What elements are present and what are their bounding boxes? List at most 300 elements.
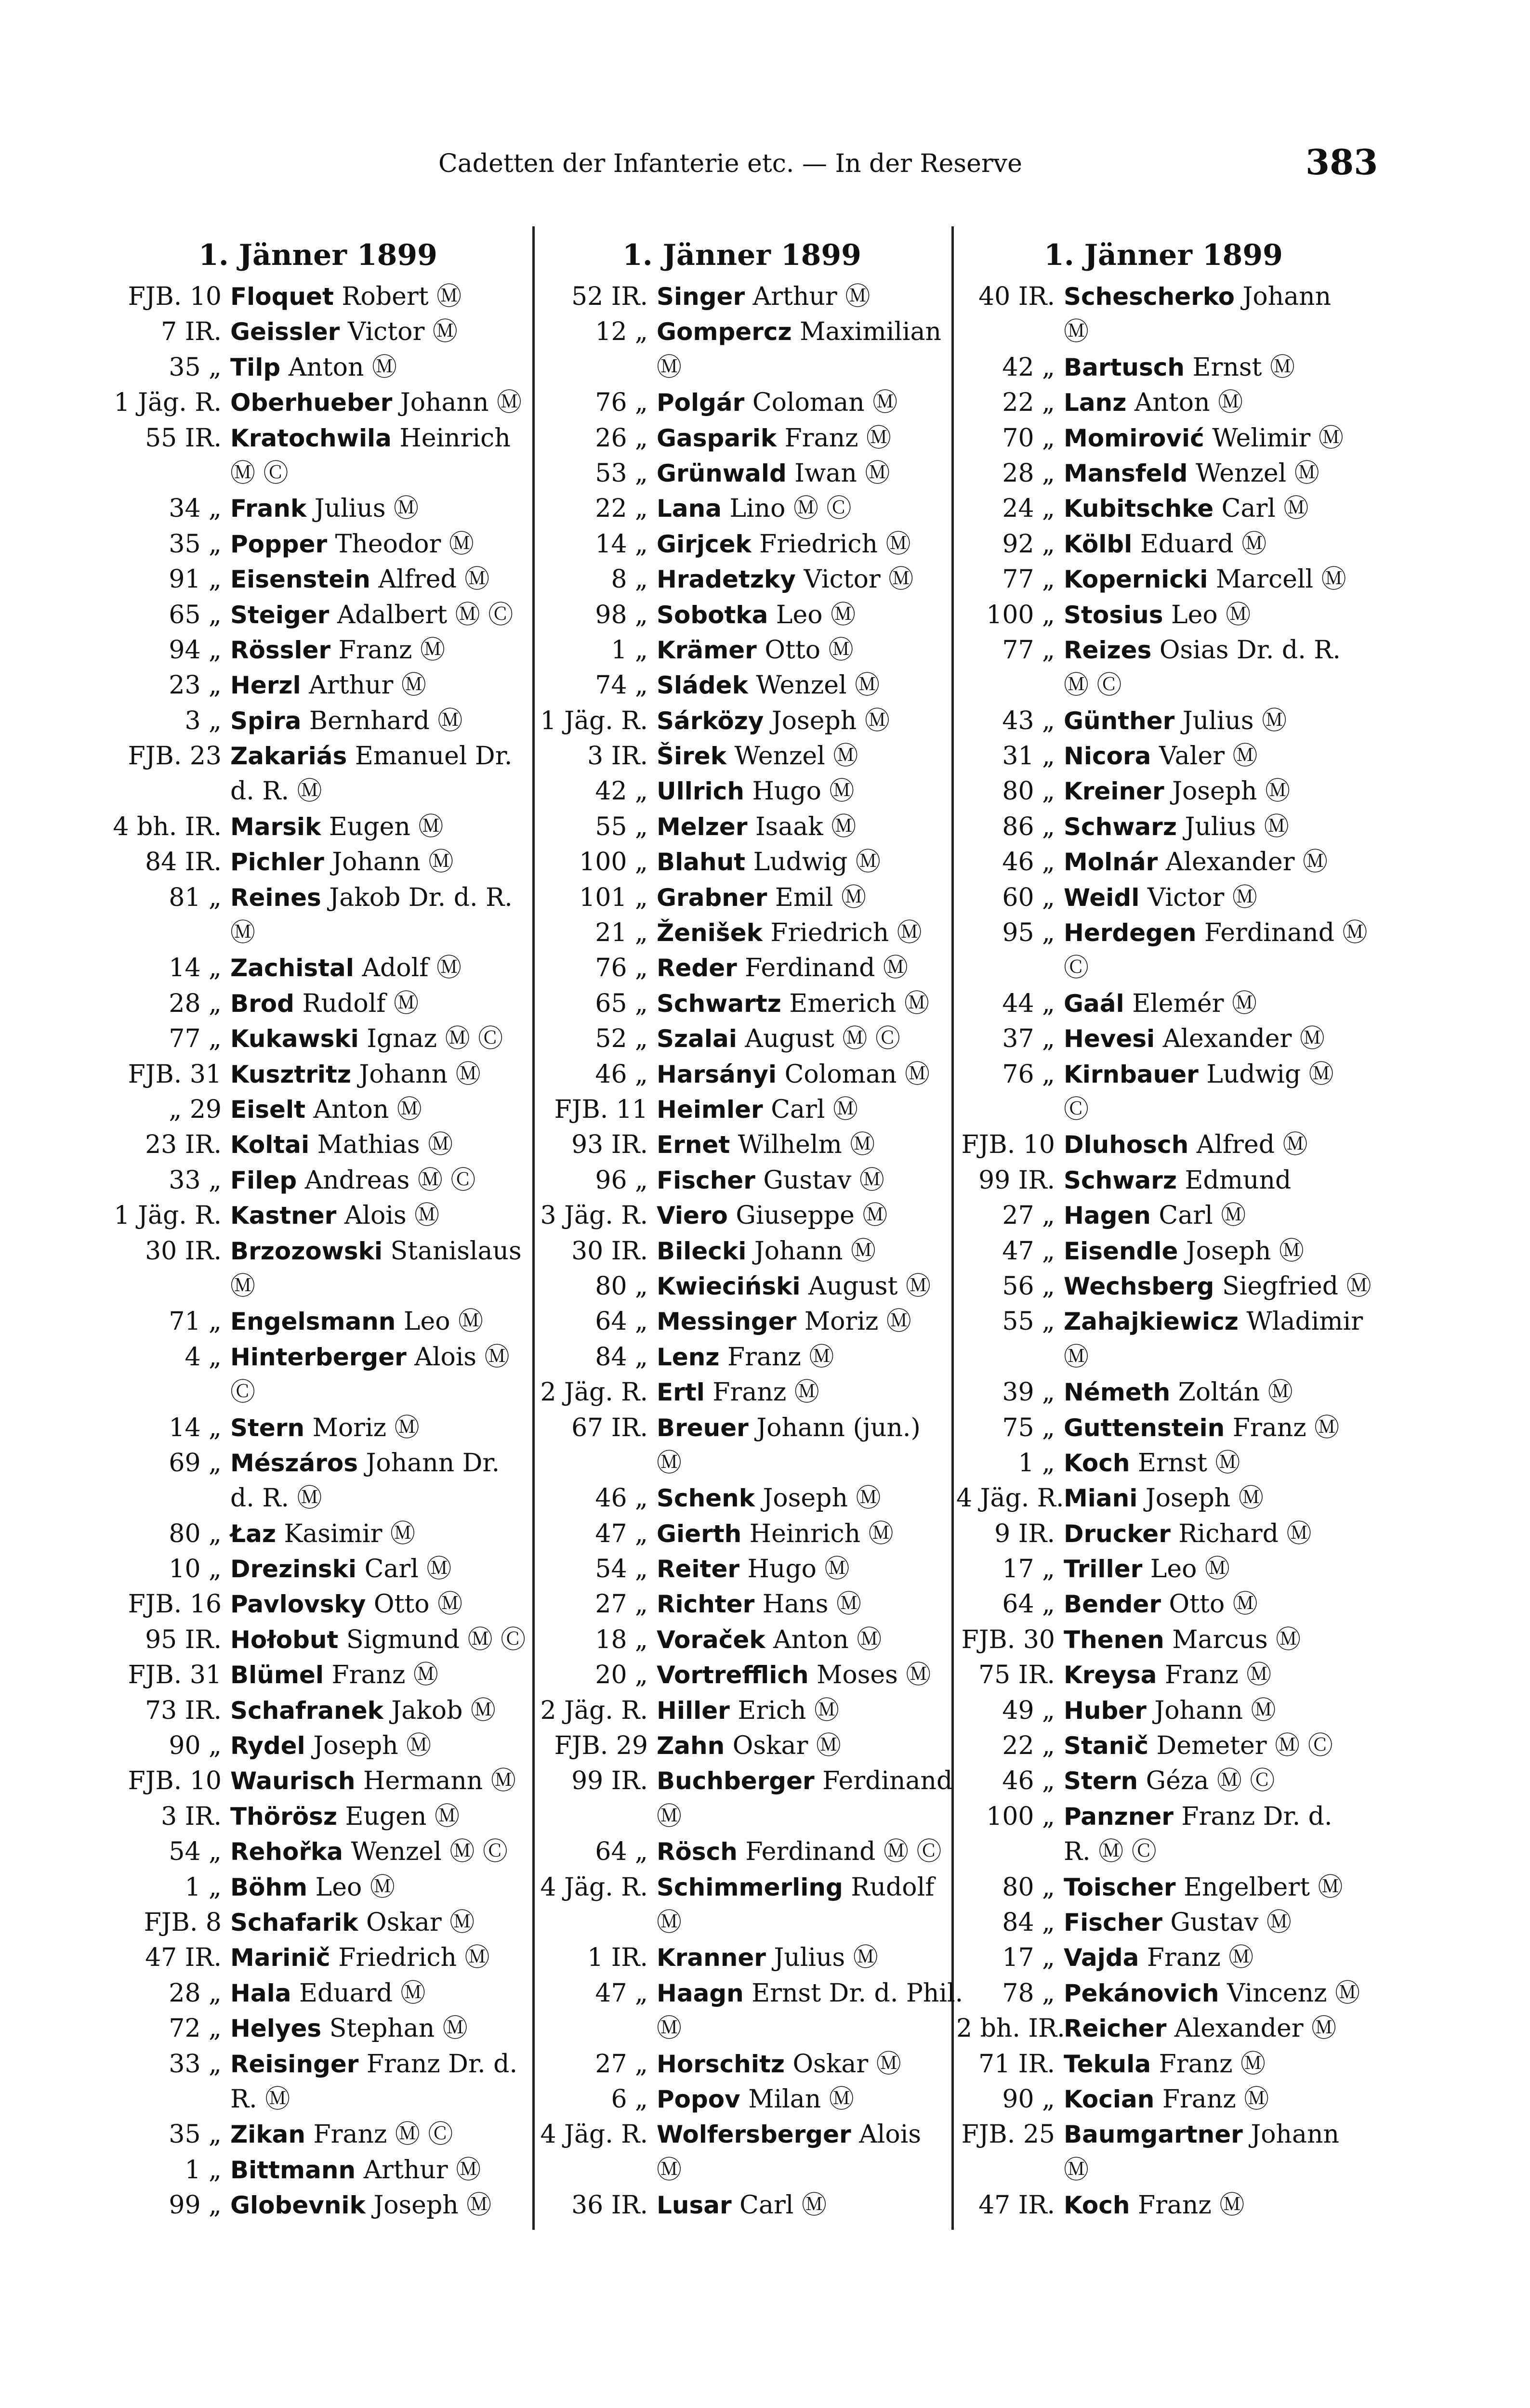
cadet-entry-text	[1064, 598, 1251, 633]
surname: Kukawski	[230, 1025, 359, 1053]
cadet-entry-text	[1064, 279, 1331, 314]
given-name-and-marks: Coloman Ⓜ	[744, 388, 898, 418]
roster-entry	[537, 633, 947, 668]
given-name-and-marks: Hermann Ⓜ	[355, 1767, 516, 1796]
regiment-label: 1 „	[185, 2155, 222, 2185]
surname: Zachistal	[230, 954, 354, 982]
roster-entry	[956, 633, 1371, 668]
roster-entry	[956, 1375, 1371, 1410]
given-name-and-marks: Anton Ⓜ	[305, 1095, 422, 1124]
surname: Lenz	[657, 1343, 720, 1371]
roster-entry	[537, 810, 947, 845]
roster-entry	[111, 1940, 525, 1976]
cadet-entry-text	[1064, 562, 1346, 597]
regiment-label: 55 „	[1002, 1307, 1055, 1336]
cadet-entry-text	[1064, 1587, 1258, 1622]
surname: Kreiner	[1064, 777, 1164, 806]
roster-entry	[537, 1411, 947, 1446]
cadet-entry-text	[230, 1304, 483, 1339]
surname: Koltai	[230, 1131, 310, 1159]
regiment-label: 69 „	[169, 1448, 222, 1478]
given-name-and-marks: Otto Ⓜ	[756, 635, 854, 665]
given-name-and-marks: Erich Ⓜ	[729, 1696, 839, 1725]
regiment-label: 12 „	[595, 317, 648, 347]
roster-entry	[111, 314, 525, 350]
roster-entry	[956, 951, 1371, 986]
given-name-and-marks: Jakob Ⓜ	[383, 1696, 496, 1725]
cadet-entry-text	[230, 1375, 255, 1410]
surname: Gaál	[1064, 989, 1124, 1018]
cadet-entry-text	[230, 527, 474, 562]
cadet-entry-text	[657, 1658, 931, 1693]
given-name-and-marks: Alois Ⓜ	[406, 1342, 510, 1372]
cadet-entry-text	[1064, 491, 1308, 526]
roster-entry	[956, 562, 1371, 597]
roster-entry	[956, 1587, 1371, 1622]
regiment-label: 2 Jäg. R.	[540, 1378, 648, 1407]
surname: Filep	[230, 1166, 297, 1194]
cadet-entry-text	[1064, 350, 1295, 385]
surname: Bittmann	[230, 2156, 356, 2184]
given-name-and-marks: Franz Ⓜ	[1151, 2049, 1266, 2079]
roster-entry	[111, 1198, 525, 1233]
given-name-and-marks: Friedrich Ⓜ	[762, 918, 922, 948]
roster-entry	[537, 456, 947, 491]
cadet-entry-text	[230, 385, 522, 420]
given-name-and-marks: Leo Ⓜ	[307, 1872, 395, 1902]
cadet-entry-text	[657, 1092, 858, 1127]
regiment-label: 95 IR.	[145, 1625, 222, 1654]
regiment-label: 33 „	[169, 2049, 222, 2079]
roster-entry	[111, 385, 525, 420]
column-heading: 1. Jänner 1899	[1044, 238, 1283, 272]
given-name-and-marks: Demeter Ⓜ Ⓒ	[1148, 1731, 1333, 1761]
surname: Hiller	[657, 1696, 730, 1725]
cadet-entry-text	[657, 456, 890, 491]
surname: Harsányi	[657, 1060, 777, 1088]
surname: Geissler	[230, 318, 340, 346]
regiment-label: 40 IR.	[978, 282, 1055, 311]
given-name-and-marks: Ⓜ Ⓒ	[230, 458, 289, 488]
surname: Günther	[1064, 707, 1175, 735]
regiment-label: 84 „	[595, 1342, 648, 1372]
cadet-entry-text	[657, 1587, 861, 1622]
surname: Stosius	[1064, 601, 1163, 629]
regiment-label: 28 „	[169, 1978, 222, 2008]
given-name-and-marks: Ⓜ	[1064, 2155, 1089, 2185]
cadet-entry-text	[657, 1940, 878, 1976]
given-name-and-marks: Ernst Ⓜ	[1130, 1448, 1240, 1478]
cadet-entry-text	[657, 1728, 841, 1764]
regiment-label: 47 „	[595, 1519, 648, 1548]
surname: Nicora	[1064, 742, 1151, 771]
given-name-and-marks: Alexander Ⓜ	[1158, 848, 1328, 877]
roster-entry	[111, 1340, 525, 1375]
given-name-and-marks: Alexander Ⓜ	[1155, 1024, 1325, 1054]
roster-entry	[537, 1905, 947, 1940]
given-name-and-marks: d. R. Ⓜ	[230, 1484, 322, 1513]
roster-entry	[111, 1658, 525, 1693]
roster-entry	[537, 1940, 947, 1976]
regiment-label: 14 „	[169, 954, 222, 983]
roster-entry	[537, 1481, 947, 1516]
cadet-entry-text	[657, 2047, 901, 2082]
given-name-and-marks: Anton Ⓜ	[1126, 388, 1243, 418]
page-header	[0, 140, 1530, 193]
surname: Pekánovich	[1064, 1979, 1219, 2007]
cadet-entry-text	[1064, 739, 1257, 774]
given-name-and-marks: Lino Ⓜ Ⓒ	[721, 494, 852, 523]
roster-entry	[956, 1411, 1371, 1446]
roster-entry	[537, 2153, 947, 2188]
surname: Schafranek	[230, 1696, 383, 1725]
given-name-and-marks: Ⓜ	[230, 1271, 256, 1301]
given-name-and-marks: Ⓒ	[230, 1378, 256, 1407]
surname: Hradetzky	[657, 565, 796, 594]
roster-entry	[111, 1799, 525, 1834]
cadet-entry-text	[230, 1092, 422, 1127]
roster-entry	[956, 1092, 1371, 1127]
cadet-entry-text	[1064, 2117, 1339, 2152]
surname: Steiger	[230, 601, 330, 629]
surname: Zikan	[230, 2120, 305, 2149]
surname: Rösch	[657, 1838, 738, 1866]
cadet-entry-text	[657, 1799, 682, 1834]
roster-entry	[111, 1127, 525, 1163]
roster-entry	[111, 279, 525, 314]
roster-entry	[111, 986, 525, 1021]
cadet-entry-text	[1064, 1446, 1240, 1481]
roster-entry	[111, 1623, 525, 1658]
regiment-label: 23 „	[169, 671, 222, 700]
cadet-entry-text	[230, 2047, 517, 2082]
regiment-label: 39 „	[1002, 1378, 1055, 1407]
given-name-and-marks: Johann Ⓜ	[1146, 1696, 1276, 1725]
given-name-and-marks: Franz Ⓜ	[1157, 1661, 1272, 1690]
regiment-label: „ 29	[169, 1095, 222, 1124]
given-name-and-marks: Osias Dr. d. R.	[1151, 635, 1341, 665]
cadet-entry-text	[230, 2117, 453, 2152]
given-name-and-marks: Kasimir Ⓜ	[276, 1519, 415, 1548]
cadet-entry-text	[230, 1127, 453, 1163]
cadet-entry-text	[657, 1163, 884, 1198]
cadet-entry-text	[230, 1870, 395, 1905]
given-name-and-marks: Hugo Ⓜ	[744, 777, 855, 806]
given-name-and-marks: Gustav Ⓜ	[755, 1165, 884, 1195]
cadet-entry-text	[1064, 1198, 1246, 1233]
roster-entry	[956, 1834, 1371, 1870]
regiment-label: 53 „	[595, 458, 648, 488]
given-name-and-marks: Carl Ⓜ	[1150, 1201, 1246, 1230]
given-name-and-marks: Alois	[851, 2120, 922, 2149]
roster-entry	[956, 385, 1371, 420]
roster-entry	[537, 1834, 947, 1870]
surname: Hinterberger	[230, 1343, 407, 1371]
given-name-and-marks: Otto Ⓜ	[366, 1590, 463, 1619]
regiment-label: 1 IR.	[587, 1943, 648, 1973]
roster-entry	[537, 880, 947, 916]
regiment-label: 1 Jäg. R.	[540, 706, 648, 735]
cadet-entry-text	[657, 1481, 881, 1516]
roster-entry	[956, 1870, 1371, 1905]
cadet-entry-text	[657, 1870, 934, 1905]
surname: Wolfersberger	[657, 2120, 851, 2149]
given-name-and-marks: Elemér Ⓜ	[1124, 989, 1257, 1018]
regiment-label: 100 „	[579, 848, 648, 877]
surname: Drucker	[1064, 1519, 1171, 1548]
cadet-entry-text	[1064, 810, 1289, 845]
cadet-entry-text	[1064, 986, 1257, 1021]
cadet-entry-text	[1064, 845, 1328, 880]
regiment-label: 64 „	[595, 1307, 648, 1336]
regiment-label: 47 „	[595, 1978, 648, 2008]
surname: Kwieciński	[657, 1272, 801, 1300]
regiment-label: 35 „	[169, 353, 222, 382]
given-name-and-marks: Joseph Ⓜ	[365, 2191, 492, 2220]
roster-entry	[111, 1481, 525, 1516]
given-name-and-marks: Ⓜ	[1064, 317, 1089, 347]
given-name-and-marks: Emanuel Dr.	[347, 742, 513, 771]
regiment-label: 80 „	[1002, 1872, 1055, 1902]
given-name-and-marks: Victor Ⓜ	[795, 565, 914, 594]
roster-entry	[537, 1764, 953, 1799]
given-name-and-marks: Leo Ⓜ	[768, 600, 856, 629]
cadet-entry-text	[230, 1163, 475, 1198]
given-name-and-marks: Carl Ⓜ	[763, 1095, 858, 1124]
cadet-entry-text	[230, 845, 453, 880]
cadet-entry-text	[657, 1905, 682, 1940]
roster-entry	[111, 421, 525, 456]
surname: Blümel	[230, 1661, 324, 1689]
regiment-label: 28 „	[1002, 458, 1055, 488]
surname: Reder	[657, 954, 737, 982]
cadet-entry-text	[230, 2153, 481, 2188]
cadet-entry-text	[657, 810, 856, 845]
given-name-and-marks: Eugen Ⓜ	[321, 812, 444, 841]
surname: Eisendle	[1064, 1237, 1178, 1265]
roster-entry	[537, 2082, 947, 2117]
regiment-label: 52 IR.	[571, 282, 648, 311]
cadet-entry-text	[230, 1552, 451, 1587]
cadet-entry-text	[657, 1304, 911, 1339]
roster-entry	[956, 1234, 1371, 1269]
regiment-label: 95 „	[1002, 918, 1055, 948]
cadet-entry-text	[230, 1658, 438, 1693]
cadet-entry-text	[230, 633, 445, 668]
surname: Fischer	[1064, 1908, 1162, 1937]
roster-entry	[956, 1481, 1371, 1516]
roster-entry	[537, 951, 947, 986]
given-name-and-marks: Giuseppe Ⓜ	[727, 1201, 888, 1230]
cadet-entry-text	[230, 1481, 322, 1516]
cadet-entry-text	[657, 1021, 900, 1057]
roster-entry	[111, 1870, 525, 1905]
roster-entry	[111, 1057, 525, 1092]
cadet-entry-text	[657, 1976, 963, 2011]
surname: Ullrich	[657, 777, 744, 806]
regiment-label: 24 „	[1002, 494, 1055, 523]
surname: Kölbl	[1064, 530, 1133, 558]
given-name-and-marks: Géza Ⓜ Ⓒ	[1138, 1767, 1275, 1796]
cadet-entry-text	[1064, 951, 1089, 986]
surname: Reizes	[1064, 636, 1152, 664]
surname: Drezinski	[230, 1555, 357, 1584]
given-name-and-marks: Johann	[1234, 282, 1332, 311]
cadet-entry-text	[1064, 1481, 1264, 1516]
surname: Rydel	[230, 1732, 305, 1760]
given-name-and-marks: Julius Ⓜ	[1176, 812, 1289, 841]
surname: Schimmerling	[657, 1873, 843, 1901]
cadet-entry-text	[1064, 880, 1257, 916]
cadet-entry-text	[230, 774, 322, 809]
roster-entry	[537, 2011, 947, 2046]
regiment-label: 3 IR.	[587, 742, 648, 771]
cadet-entry-text	[230, 986, 419, 1021]
regiment-label: 84 IR.	[145, 848, 222, 877]
regiment-label: FJB. 30	[961, 1625, 1055, 1654]
given-name-and-marks: Richard Ⓜ	[1170, 1519, 1312, 1548]
given-name-and-marks: Leo Ⓜ	[396, 1307, 484, 1336]
roster-entry	[956, 1304, 1371, 1339]
roster-entry	[956, 350, 1371, 385]
given-name-and-marks: Ⓒ	[1064, 954, 1089, 983]
roster-entry	[956, 1940, 1371, 1976]
regiment-label: 2 Jäg. R.	[540, 1696, 648, 1725]
regiment-label: 26 „	[595, 423, 648, 453]
surname: Szalai	[657, 1025, 737, 1053]
regiment-label: 77 „	[1002, 565, 1055, 594]
regiment-label: 76 „	[1002, 1060, 1055, 1089]
surname: Brod	[230, 989, 294, 1018]
roster-entry	[537, 1552, 947, 1587]
regiment-label: 42 „	[595, 777, 648, 806]
regiment-label: 2 bh. IR.	[956, 2014, 1065, 2043]
roster-column-3	[956, 231, 1371, 2223]
surname: Floquet	[230, 283, 334, 311]
roster-entry	[537, 1057, 947, 1092]
given-name-and-marks: Leo Ⓜ	[1163, 600, 1251, 629]
given-name-and-marks: Franz Dr. d.	[358, 2049, 518, 2079]
surname: Łaz	[230, 1519, 276, 1548]
cadet-entry-text	[657, 739, 858, 774]
roster-entry	[111, 562, 525, 597]
regiment-label: 3 „	[185, 706, 222, 735]
given-name-and-marks: Arthur Ⓜ	[356, 2155, 481, 2185]
regiment-label: FJB. 31	[128, 1661, 222, 1690]
surname: Pavlovsky	[230, 1590, 366, 1619]
roster-entry	[537, 562, 947, 597]
surname: Waurisch	[230, 1767, 356, 1795]
given-name-and-marks: Ⓒ	[1064, 1095, 1089, 1124]
cadet-entry-text	[1064, 633, 1341, 668]
cadet-entry-text	[657, 385, 897, 420]
surname: Hagen	[1064, 1202, 1151, 1230]
surname: Tilp	[230, 353, 281, 381]
cadet-entry-text	[1064, 668, 1122, 703]
regiment-label: FJB. 10	[128, 1767, 222, 1796]
regiment-label: 43 „	[1002, 706, 1055, 735]
regiment-label: 1 Jäg. R.	[114, 388, 222, 418]
regiment-label: 99 IR.	[978, 1165, 1055, 1195]
given-name-and-marks: Zoltán Ⓜ	[1170, 1378, 1293, 1407]
roster-entry	[956, 1905, 1371, 1940]
regiment-label: 67 IR.	[571, 1413, 648, 1442]
given-name-and-marks: Hugo Ⓜ	[739, 1555, 850, 1584]
regiment-label: FJB. 31	[128, 1060, 222, 1089]
given-name-and-marks: Wenzel Ⓜ	[726, 742, 858, 771]
surname: Eisenstein	[230, 565, 370, 594]
given-name-and-marks: Oskar Ⓜ	[725, 1731, 841, 1761]
regiment-label: 22 „	[1002, 1731, 1055, 1761]
regiment-label: 80 „	[595, 1271, 648, 1301]
given-name-and-marks: Johann Dr.	[358, 1448, 500, 1478]
roster-entry	[956, 1163, 1371, 1198]
given-name-and-marks: Welimir Ⓜ	[1204, 423, 1344, 453]
roster-entry	[956, 1728, 1371, 1764]
given-name-and-marks: Moriz Ⓜ	[304, 1413, 420, 1442]
regiment-label: 1 „	[1018, 1448, 1055, 1478]
surname: Krämer	[657, 636, 757, 664]
regiment-label: 49 „	[1002, 1696, 1055, 1725]
given-name-and-marks: Coloman Ⓜ	[777, 1060, 930, 1089]
given-name-and-marks: Wenzel Ⓜ	[748, 671, 880, 700]
given-name-and-marks: Friedrich Ⓜ	[751, 529, 911, 559]
given-name-and-marks: Carl Ⓜ	[731, 2191, 827, 2220]
cadet-entry-text	[1064, 1340, 1089, 1375]
regiment-label: 34 „	[169, 494, 222, 523]
page-number: 383	[1306, 142, 1378, 183]
cadet-entry-text	[1064, 1269, 1372, 1304]
roster-entry	[956, 1658, 1371, 1693]
cadet-entry-text	[1064, 1411, 1339, 1446]
running-title: Cadetten der Infanterie etc. — In der Reserve	[438, 149, 1022, 178]
regiment-label: 30 IR.	[571, 1236, 648, 1266]
given-name-and-marks: Ⓜ	[657, 2155, 682, 2185]
surname: Singer	[657, 283, 745, 311]
given-name-and-marks: Joseph Ⓜ	[1137, 1484, 1264, 1513]
roster-entry	[537, 1127, 947, 1163]
surname: Böhm	[230, 1873, 308, 1901]
surname: Németh	[1064, 1378, 1171, 1407]
cadet-entry-text	[657, 1834, 942, 1870]
cadet-entry-text	[1064, 1552, 1230, 1587]
cadet-entry-text	[657, 1446, 682, 1481]
cadet-entry-text	[230, 1905, 475, 1940]
cadet-entry-text	[230, 1693, 496, 1728]
roster-entry	[956, 2047, 1371, 2082]
surname: Herzl	[230, 671, 301, 700]
roster-entry	[956, 774, 1371, 809]
roster-entry	[111, 1764, 525, 1799]
surname: Reiter	[657, 1555, 740, 1584]
regiment-label: 74 „	[595, 671, 648, 700]
roster-entry	[537, 1517, 947, 1552]
regiment-label: 18 „	[595, 1625, 648, 1654]
roster-entry	[537, 279, 947, 314]
given-name-and-marks: R. Ⓜ	[230, 2084, 290, 2114]
cadet-entry-text	[230, 1198, 439, 1233]
surname: Richter	[657, 1590, 755, 1619]
roster-entry	[111, 456, 525, 491]
regiment-label: 76 „	[595, 954, 648, 983]
roster-entry	[956, 421, 1371, 456]
regiment-label: 98 „	[595, 600, 648, 629]
given-name-and-marks: Maximilian	[791, 317, 942, 347]
regiment-label: 54 „	[169, 1837, 222, 1867]
roster-entry	[111, 951, 525, 986]
roster-entry	[956, 916, 1371, 951]
given-name-and-marks: Rudolf Ⓜ	[294, 989, 419, 1018]
